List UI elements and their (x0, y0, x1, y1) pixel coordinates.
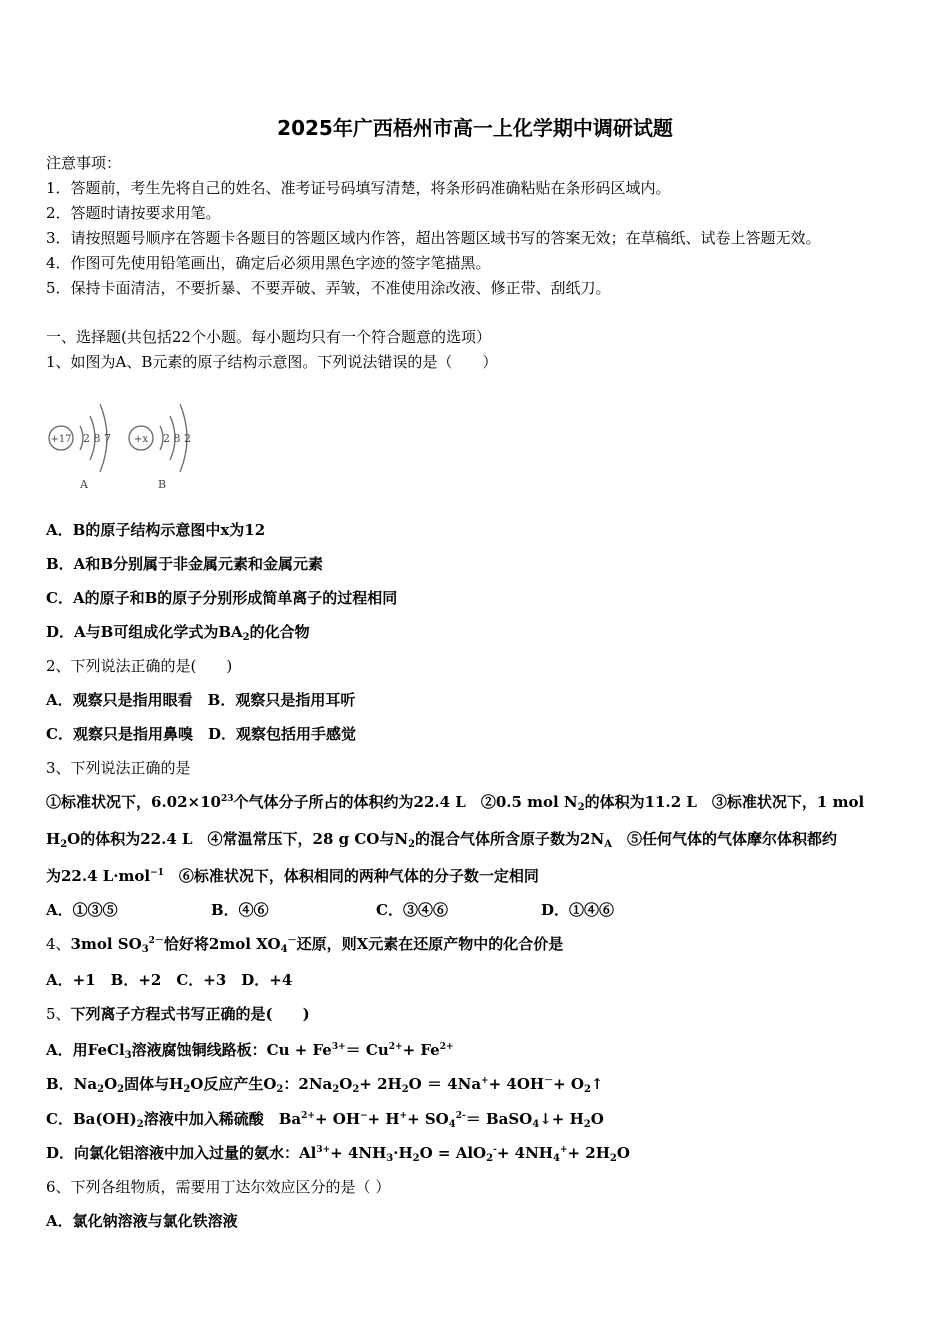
atom-a-label: A (80, 478, 88, 491)
question-5-option-c: C．$Ba(OH)_2$溶液中加入稀硫酸 $Ba^{2+}+ OH^-+ H^++ SO_4^{2-}=$ BaSO$_4$↓+ $H_2O$ (46, 1110, 604, 1130)
question-3-stem: 3、下列说法正确的是 (46, 759, 191, 777)
question-6-option-a: A．氯化钠溶液与氯化铁溶液 (46, 1212, 238, 1230)
question-3-options (46, 899, 614, 920)
notice-item-3: 3．请按照题号顺序在答题卡各题目的答题区域内作答，超出答题区域书写的答案无效；在草稿纸、试卷上答题无效。 (46, 229, 821, 247)
question-3-line-3: 为22.4 L·mol$^{-1}$ ⑥标准状况下，体积相同的两种气体的分子数一定相同 (46, 867, 539, 885)
question-3-option-d: D．①④⑥ (541, 901, 615, 919)
question-5-option-a: A．用FeCl$_3$溶液腐蚀铜线路板：$Cu + Fe^{3+}= Cu^{2+}+ Fe^{2+}$ (46, 1041, 454, 1061)
question-4-stem: 4、3mol $SO_3^{2-}$恰好将2mol $XO_4^-$还原，则X元素在还原产物中的化合价是 (46, 935, 564, 955)
question-3-line-1: ①标准状况下，$6.02\times 10^{23}$个气体分子所占的体积约为22.4 L ②0.5 mol $N_2$的体积为11.2 L ③标准状况下，1 mol (46, 793, 865, 813)
question-3-option-b: B．④⑥ (211, 901, 269, 919)
question-3-option-a: A．①③⑤ (46, 901, 118, 919)
atom-b-shells: 2 8 2 (163, 432, 191, 445)
question-2-options-cd: C．观察只是指用鼻嗅 D．观察包括用手感觉 (46, 725, 356, 743)
question-1-option-b: B．A和B分别属于非金属元素和金属元素 (46, 555, 323, 573)
page-title: 2025年广西梧州市高一上化学期中调研试题 (277, 116, 673, 140)
question-3-line-2: $H_2O$的体积为22.4 L ④常温常压下，28 g CO与$N_2$的混合气体所含原子数为$2N_A$ ⑤任何气体的气体摩尔体积都约 (46, 830, 837, 850)
atom-a-nucleus: +17 (50, 434, 72, 445)
question-1-option-c: C．A的原子和B的原子分别形成简单离子的过程相同 (46, 589, 398, 607)
question-2-options-ab: A．观察只是指用眼看 B．观察只是指用耳听 (46, 691, 356, 709)
notice-heading: 注意事项： (46, 154, 122, 172)
question-6-stem: 6、下列各组物质，需要用丁达尔效应区分的是（ ） (46, 1178, 391, 1196)
notice-item-1: 1．答题前，考生先将自己的姓名、准考证号码填写清楚，将条形码准确粘贴在条形码区域内。 (46, 179, 671, 197)
question-4-options: A．+1 B．+2 C．+3 D．+4 (46, 971, 293, 989)
atom-b-label: B (157, 478, 167, 491)
notice-item-5: 5．保持卡面清洁，不要折暴、不要弄破、弄皱，不准使用涂改液、修正带、刮纸刀。 (46, 279, 611, 297)
question-1-stem: 1、如图为A、B元素的原子结构示意图。下列说法错误的是（ ） (46, 353, 498, 371)
atom-structure-figure (44, 396, 204, 496)
question-5-option-b: B．$Na_2O_2$固体与$H_2O$反应产生$O_2$：$2Na_2O_2+ 2H_2O = 4Na^++ 4OH^-+$ $O_2↑$ (46, 1075, 604, 1095)
atom-b-nucleus: +x (133, 434, 149, 445)
question-5-stem: 5、下列离子方程式书写正确的是( ) (46, 1005, 310, 1023)
atom-a-shells: 2 8 7 (83, 432, 111, 445)
question-5-option-d: D．向氯化铝溶液中加入过量的氨水：$Al^{3+}+ 4NH_3\cdot H_2O = AlO_2^-+ 4NH_4^++ 2H_2O$ (46, 1144, 630, 1164)
question-2-stem: 2、下列说法正确的是( ) (46, 657, 233, 675)
notice-item-4: 4．作图可先使用铅笔画出，确定后必须用黑色字迹的签字笔描黑。 (46, 254, 491, 272)
question-1-option-a: A．B的原子结构示意图中x为12 (46, 521, 266, 539)
section-heading: 一、选择题(共包括22个小题。每小题均只有一个符合题意的选项） (46, 328, 491, 346)
question-3-option-c: C．③④⑥ (376, 901, 448, 919)
notice-item-2: 2．答题时请按要求用笔。 (46, 204, 221, 222)
question-1-option-d: D．A与B可组成化学式为$BA_2$的化合物 (46, 623, 310, 643)
